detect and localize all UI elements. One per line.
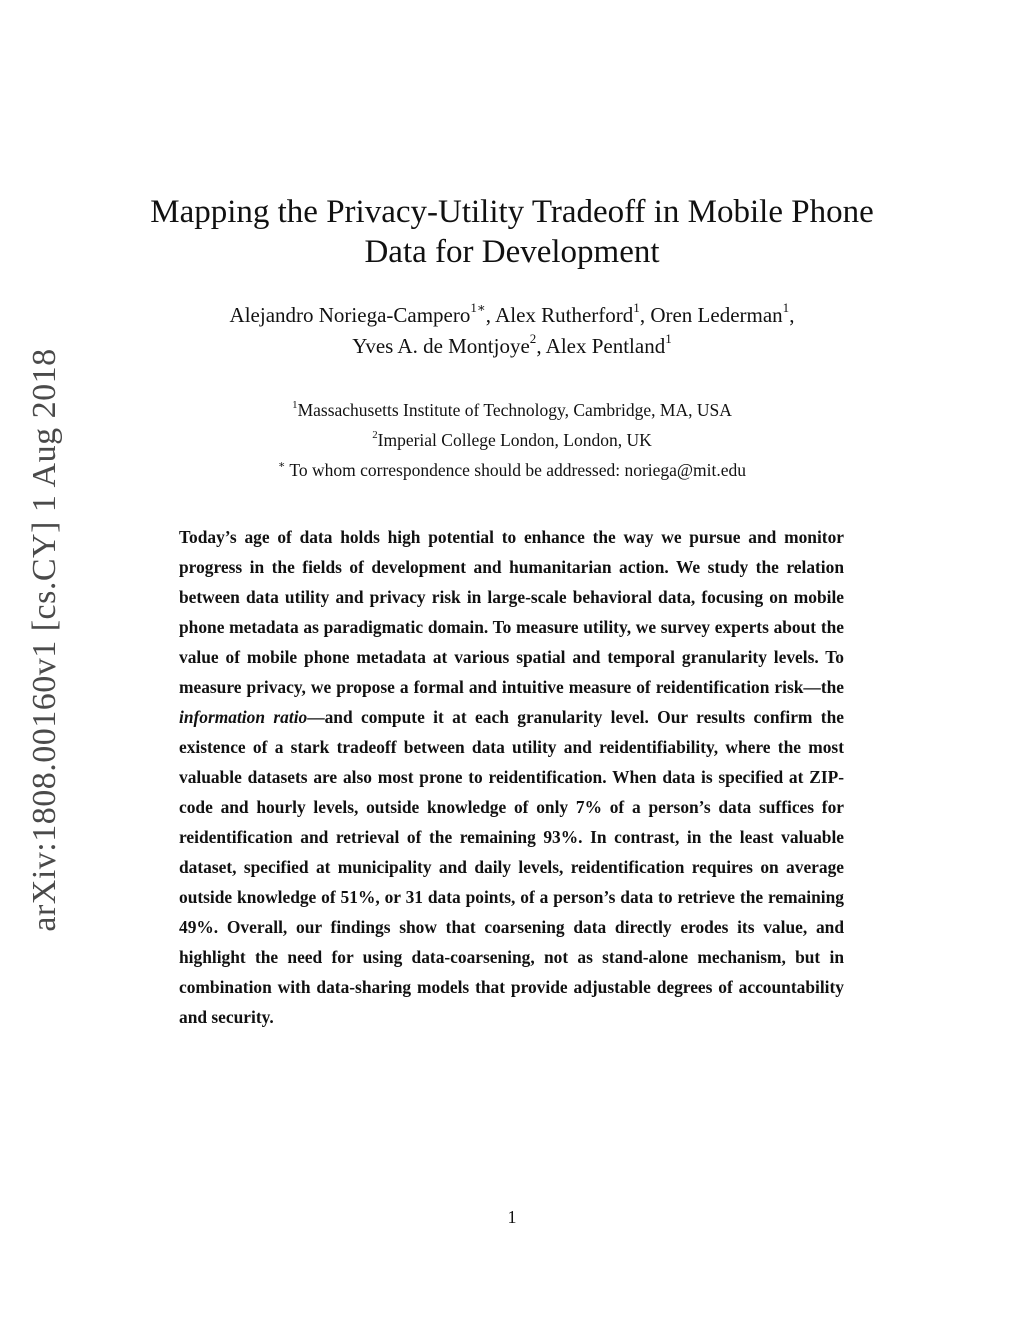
affiliation-mark: 1 [292,398,298,411]
correspondence-line [60,455,964,485]
author-separator: , [485,303,496,327]
affiliation-line [60,425,964,455]
author-separator: , [536,334,546,358]
abstract-text-part-2: —and compute it at each granularity level. Our results confirm the existence of a stark tradeoff between data utility and reidentifiability, where the most valuable datasets are also most prone to reidentification. When data is specified at ZIP-code and hourly levels, outside knowledge of only 7% of a person’s data suffices for reidentification and retrieval of the remaining 93%. In contrast, in the least valuable dataset, specified at municipality and daily levels, reidentification requires on average outside knowledge of 51%, or 31 data points, of a person’s data to retrieve the remaining 49%. Overall, our findings show that coarsening data directly erodes its value, and highlight the need for using data-coarsening, not as stand-alone mechanism, but in combination with data-sharing models that provide adjustable degrees of accountability and security. [179,707,844,1027]
affiliation-mark: 2 [372,428,378,441]
author-affiliation-mark: 1 [633,300,640,316]
author-affiliation-mark: 1 [665,331,672,347]
paper-title [60,192,964,272]
author-name: Alex Pentland [545,334,666,358]
author-name: Oren Lederman [650,303,783,327]
author-affiliation-mark: 1 [782,300,790,316]
title-line-1: Mapping the Privacy-Utility Tradeoff in Mobile Phone [150,194,874,230]
abstract-emphasis: information ratio [179,707,308,727]
affiliation-text: Imperial College London, London, UK [377,430,652,450]
author-affiliation-mark: 1∗ [470,300,486,316]
author-separator: , [639,303,651,327]
arxiv-identifier-stamp: arXiv:1808.00160v1 [cs.CY] 1 Aug 2018 [26,348,63,932]
abstract [179,522,844,1032]
author-name: Yves A. de Montjoye [352,334,530,358]
correspondence-mark: ∗ [277,458,286,471]
affiliation-list [60,395,964,485]
title-line-2: Data for Development [364,234,660,270]
affiliation-line [60,395,964,425]
affiliation-text: Massachusetts Institute of Technology, Cambridge, MA, USA [297,400,732,420]
author-name: Alejandro Noriega-Campero [229,303,471,327]
correspondence-text: To whom correspondence should be addressed: noriega@mit.edu [285,460,747,480]
author-list [60,300,964,362]
page-number: 1 [507,1207,517,1227]
author-separator: , [789,303,795,327]
author-name: Alex Rutherford [495,303,634,327]
abstract-text-part-1: Today’s age of data holds high potential to enhance the way we pursue and monitor progress in the fields of development and humanitarian action. We study the relation between data utility and privacy risk in large-scale behavioral data, focusing on mobile phone metadata as paradigmatic domain. To measure utility, we survey experts about the value of mobile phone metadata at various spatial and temporal granularity levels. To measure privacy, we propose a formal and intuitive measure of reidentification risk—the [179,527,844,697]
author-affiliation-mark: 2 [529,331,537,347]
